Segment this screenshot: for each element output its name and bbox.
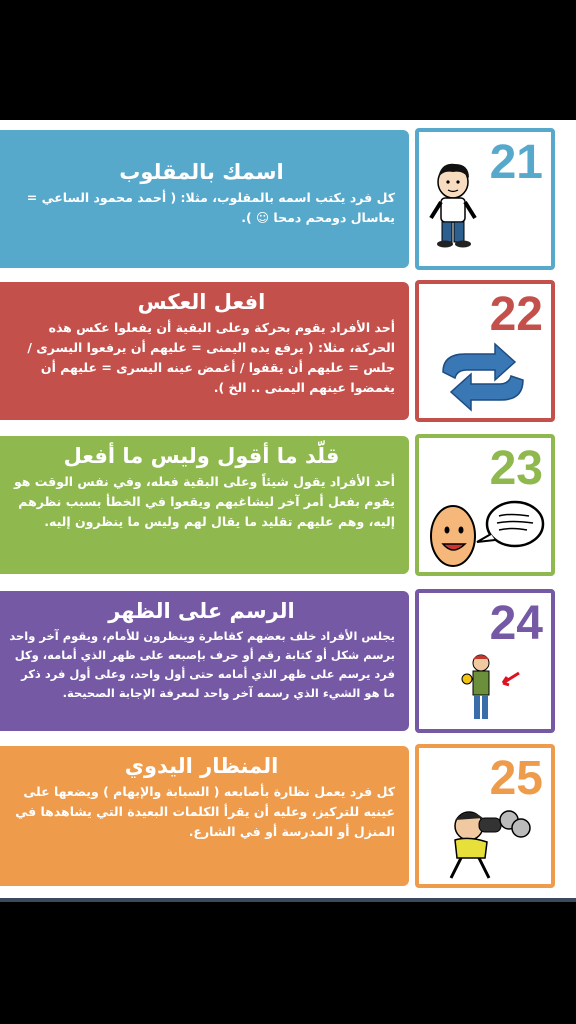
card-number: 22 <box>489 288 543 341</box>
drawing-on-back-icon <box>453 653 523 727</box>
number-box-21 <box>415 128 555 270</box>
card-25 <box>0 746 409 886</box>
number-box-22 <box>415 280 555 422</box>
bottom-divider <box>0 898 576 902</box>
talking-egg-icon <box>429 496 547 570</box>
card-21 <box>0 130 409 268</box>
card-body: أحد الأفراد يقول شيئاً وعلى البقية فعله، وفي نفس الوقت هو يقوم بفعل أمر آخر ليشاغبهم ويقعوا في الخطأ بسبب نظرهم إليه، وهم عليهم تقليد ما يقال لهم وليس ما ينظرون إليه. <box>13 474 395 529</box>
boy-cartoon-icon <box>425 160 485 250</box>
swap-arrows-icon <box>433 342 533 412</box>
card-number: 23 <box>489 442 543 495</box>
card-number: 25 <box>489 752 543 805</box>
card-24 <box>0 591 409 731</box>
card-title: اسمك بالمقلوب <box>119 160 284 184</box>
card-body: يجلس الأفراد خلف بعضهم كقاطرة وينظرون للأمام، ويقوم آخر واحد برسم شكل أو كتابة رقم أو حرف بإصبعه على ظهر الذي أمامه، وكل فرد يرسم على ظهر الذي أمامه حتى أول واحد، وعلى أول فرد ذكر ما هو الشيء الذي رسمه آخر واحد لمعرفة الإجابة الصحيحة. <box>9 629 395 700</box>
binoculars-person-icon <box>439 806 533 884</box>
card-body: أحد الأفراد يقوم بحركة وعلى البقية أن يفعلوا عكس هذه الحركة، مثلا: ( يرفع يده اليمنى = عليهم أن يرفعوا اليسرى / جلس = عليهم أن يقفوا / أغمض عينه اليسرى = عليهم أن يغمضوا عينهم اليمنى .. الخ ). <box>27 320 395 395</box>
number-box-25 <box>415 744 555 888</box>
number-box-23 <box>415 434 555 576</box>
card-number: 21 <box>489 136 543 189</box>
card-22 <box>0 282 409 420</box>
card-number: 24 <box>489 597 543 650</box>
card-23 <box>0 436 409 574</box>
card-title: افعل العكس <box>137 290 266 314</box>
game-list-page <box>0 120 576 898</box>
card-title: قلّد ما أقول وليس ما أفعل <box>63 444 340 468</box>
card-title: المنظار اليدوي <box>124 754 279 778</box>
card-title: الرسم على الظهر <box>108 599 295 623</box>
card-body: كل فرد يعمل نظارة بأصابعه ( السبابة والإبهام ) ويضعها على عينيه للتركيز، وعليه أن يقرأ الكلمات البعيدة التي يشاهدها في المنزل أو المدرسة أو في الشارع. <box>15 784 395 839</box>
card-body: كل فرد يكتب اسمه بالمقلوب، مثلا: ( أحمد محمود الساعي = يعاسال دومحم دمحا ☺ ). <box>26 190 395 225</box>
number-box-24 <box>415 589 555 733</box>
